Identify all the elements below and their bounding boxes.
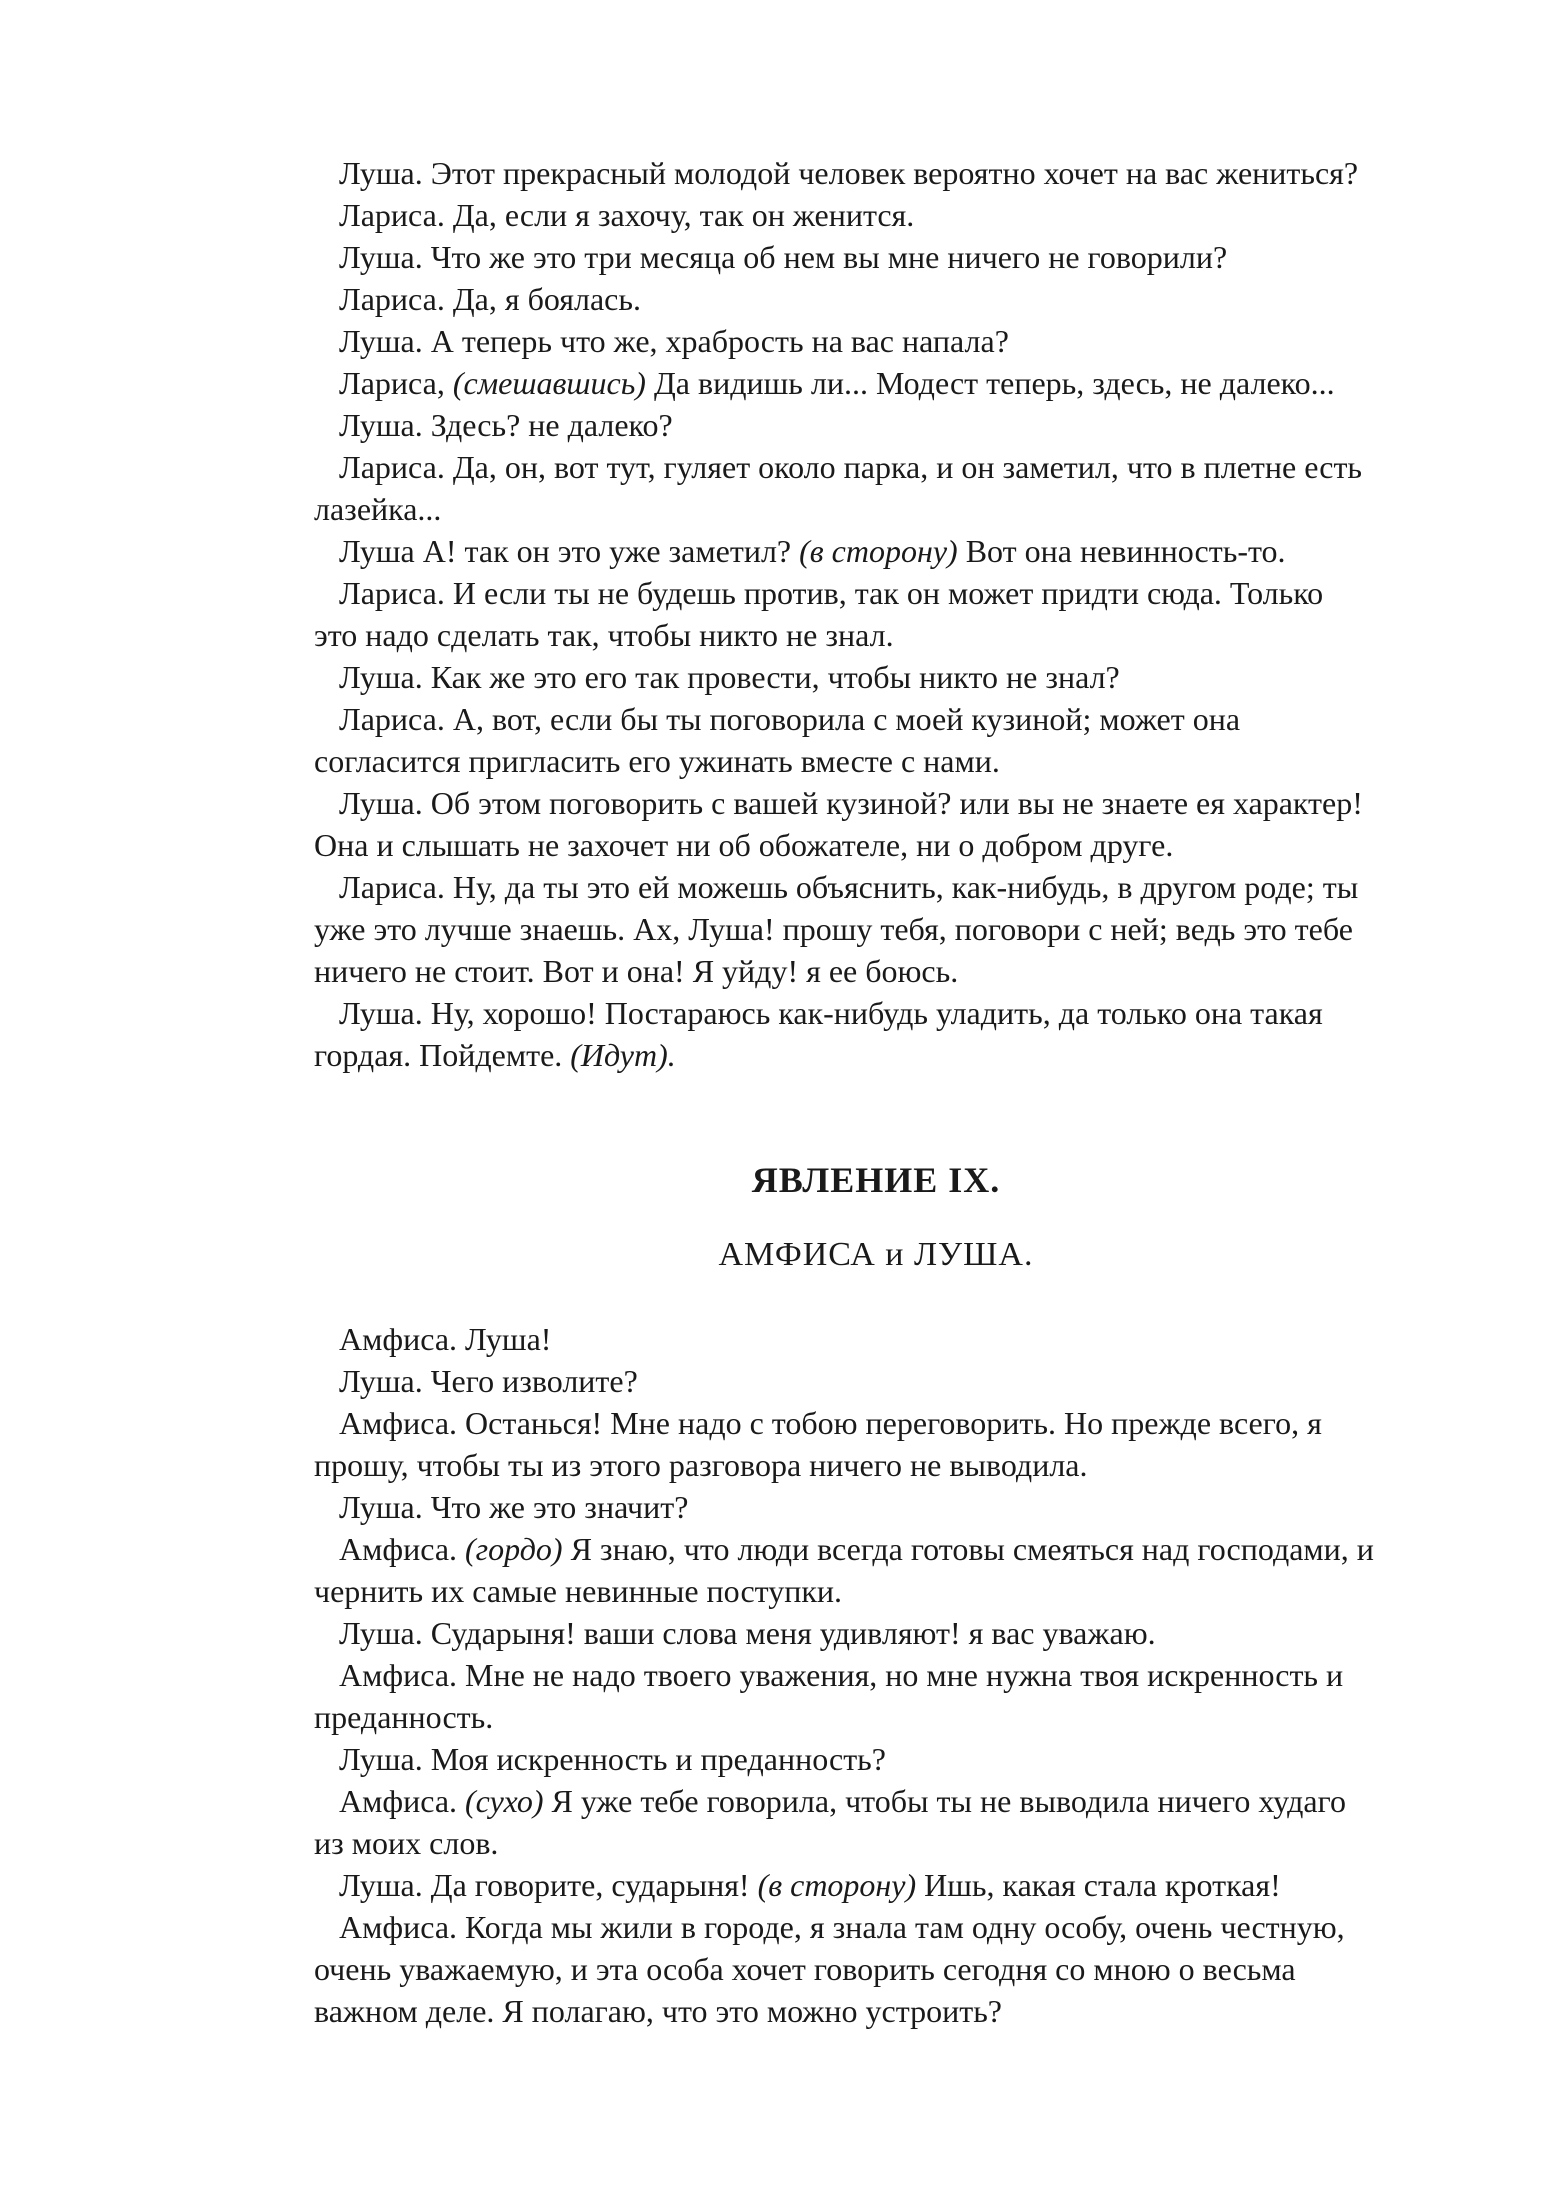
dialogue-text: Луша. Этот прекрасный молодой человек вероятно хочет на вас жениться? <box>339 155 1359 191</box>
dialogue-line <box>314 1822 1438 1864</box>
dialogue-line <box>314 530 1438 572</box>
dialogue-text: это надо сделать так, чтобы никто не знал. <box>314 617 894 653</box>
stage-direction: (сухо) <box>465 1783 544 1819</box>
dialogue-line <box>314 1570 1438 1612</box>
dialogue-line <box>314 1864 1438 1906</box>
dialogue-line <box>314 1990 1438 2032</box>
dialogue-text: очень уважаемую, и эта особа хочет говорить сегодня со мною о весьма <box>314 1951 1296 1987</box>
dialogue-line <box>314 1444 1438 1486</box>
dialogue-text: Амфиса. Луша! <box>339 1321 552 1357</box>
dialogue-text: Лариса. Да, он, вот тут, гуляет около парка, и он заметил, что в плетне есть <box>339 449 1363 485</box>
dialogue-text: Лариса. И если ты не будешь против, так он может придти сюда. Только <box>339 575 1324 611</box>
dialogue-text: Лариса. Да, я боялась. <box>339 281 641 317</box>
dialogue-block-scene8 <box>314 152 1438 1076</box>
dialogue-text: Луша. А теперь что же, храбрость на вас напала? <box>339 323 1009 359</box>
dialogue-text: Луша А! так он это уже заметил? <box>339 533 800 569</box>
dialogue-line <box>314 1906 1438 1948</box>
dialogue-line <box>314 950 1438 992</box>
dialogue-text: Луша. Как же это его так провести, чтобы никто не знал? <box>339 659 1120 695</box>
dialogue-line <box>314 1402 1438 1444</box>
dialogue-text: согласится пригласить его ужинать вместе с нами. <box>314 743 1000 779</box>
dialogue-text: Луша. Об этом поговорить с вашей кузиной? или вы не знаете ея характер! <box>339 785 1363 821</box>
dialogue-text: важном деле. Я полагаю, что это можно устроить? <box>314 1993 1002 2029</box>
dialogue-line <box>314 1948 1438 1990</box>
dialogue-text: чернить их самые невинные поступки. <box>314 1573 842 1609</box>
dialogue-text: Луша. Сударыня! ваши слова меня удивляют! я вас уважаю. <box>339 1615 1156 1651</box>
dialogue-line <box>314 1696 1438 1738</box>
dialogue-text: Луша. Что же это значит? <box>339 1489 689 1525</box>
dialogue-text: Лариса. Ну, да ты это ей можешь объяснить, как-нибудь, в другом роде; ты <box>339 869 1359 905</box>
dialogue-text: Амфиса. <box>339 1783 466 1819</box>
dialogue-text: прошу, чтобы ты из этого разговора ничего не выводила. <box>314 1447 1088 1483</box>
dialogue-line <box>314 320 1438 362</box>
dialogue-text: Луша. Да говорите, сударыня! <box>339 1867 758 1903</box>
dialogue-line <box>314 446 1438 488</box>
dialogue-text: Вот она невинность-то. <box>957 533 1286 569</box>
dialogue-text: Амфиса. <box>339 1531 466 1567</box>
dialogue-text: Амфиса. Мне не надо твоего уважения, но мне нужна твоя искренность и <box>339 1657 1344 1693</box>
dialogue-text: Луша. Моя искренность и преданность? <box>339 1741 886 1777</box>
dialogue-text: Лариса, <box>339 365 453 401</box>
dialogue-line <box>314 278 1438 320</box>
dialogue-line <box>314 866 1438 908</box>
dialogue-line <box>314 614 1438 656</box>
dialogue-text: Она и слышать не захочет ни об обожателе, ни о добром друге. <box>314 827 1174 863</box>
dialogue-text: Амфиса. Когда мы жили в городе, я знала там одну особу, очень честную, <box>339 1909 1345 1945</box>
dialogue-line <box>314 698 1438 740</box>
dialogue-line <box>314 1486 1438 1528</box>
dialogue-text: ничего не стоит. Вот и она! Я уйду! я ее боюсь. <box>314 953 959 989</box>
dialogue-text: гордая. Пойдемте. <box>314 1037 571 1073</box>
dialogue-line <box>314 236 1438 278</box>
dialogue-text: Луша. Здесь? не далеко? <box>339 407 673 443</box>
dialogue-line <box>314 404 1438 446</box>
dialogue-line <box>314 1528 1438 1570</box>
dialogue-text: Луша. Ну, хорошо! Постараюсь как-нибудь уладить, да только она такая <box>339 995 1323 1031</box>
dialogue-line <box>314 824 1438 866</box>
dialogue-text: Я уже тебе говорила, чтобы ты не выводила ничего худаго <box>543 1783 1346 1819</box>
dialogue-line <box>314 1738 1438 1780</box>
dialogue-line <box>314 488 1438 530</box>
dialogue-block-scene9 <box>314 1318 1438 2032</box>
dialogue-line <box>314 572 1438 614</box>
dialogue-text: Луша. Чего изволите? <box>339 1363 638 1399</box>
dialogue-line <box>314 1780 1438 1822</box>
play-text-block <box>314 152 1438 2032</box>
dialogue-line <box>314 362 1438 404</box>
dialogue-text: лазейка... <box>314 491 442 527</box>
dialogue-text: Лариса. Да, если я захочу, так он женится. <box>339 197 915 233</box>
stage-direction: (Идут). <box>570 1037 676 1073</box>
dialogue-text: Ишь, какая стала кроткая! <box>916 1867 1281 1903</box>
dialogue-text: уже это лучше знаешь. Ах, Луша! прошу тебя, поговори с ней; ведь это тебе <box>314 911 1353 947</box>
dialogue-text: из моих слов. <box>314 1825 499 1861</box>
dialogue-line <box>314 1318 1438 1360</box>
dialogue-line <box>314 1612 1438 1654</box>
dialogue-line <box>314 194 1438 236</box>
dialogue-text: Амфиса. Останься! Мне надо с тобою переговорить. Но прежде всего, я <box>339 1405 1322 1441</box>
scene-characters: АМФИСА и ЛУША. <box>718 1236 1034 1273</box>
dialogue-line <box>314 1034 1438 1076</box>
dialogue-line <box>314 908 1438 950</box>
dialogue-line <box>314 992 1438 1034</box>
stage-direction: (в сторону) <box>799 533 958 569</box>
dialogue-text: Я знаю, что люди всегда готовы смеяться над господами, и <box>562 1531 1374 1567</box>
dialogue-text: Да видишь ли... Модест теперь, здесь, не далеко... <box>645 365 1335 401</box>
dialogue-line <box>314 152 1438 194</box>
stage-direction: (гордо) <box>465 1531 563 1567</box>
dialogue-line <box>314 740 1438 782</box>
dialogue-line <box>314 782 1438 824</box>
dialogue-line <box>314 1360 1438 1402</box>
dialogue-line <box>314 656 1438 698</box>
dialogue-text: преданность. <box>314 1699 494 1735</box>
scene-heading: ЯВЛЕНИЕ IX. <box>751 1160 1001 1200</box>
stage-direction: (в сторону) <box>757 1867 917 1903</box>
dialogue-text: Луша. Что же это три месяца об нем вы мне ничего не говорили? <box>339 239 1228 275</box>
dialogue-line <box>314 1654 1438 1696</box>
dialogue-text: Лариса. А, вот, если бы ты поговорила с моей кузиной; может она <box>339 701 1241 737</box>
stage-direction: (смешавшись) <box>452 365 646 401</box>
